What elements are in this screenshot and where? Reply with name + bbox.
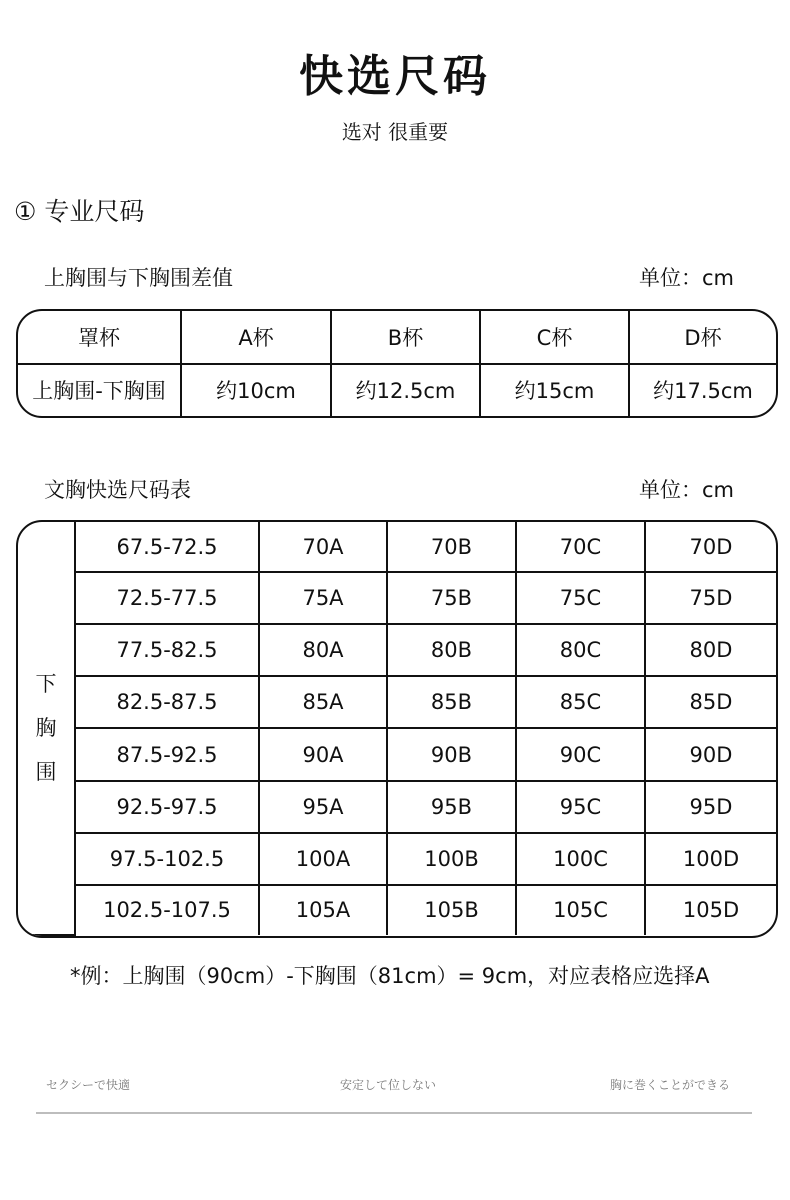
section-title: ① 专业尺码 (14, 197, 145, 226)
size-cell: 90C (516, 728, 645, 780)
size-cell: 80D (645, 624, 776, 676)
size-cell: 95B (387, 781, 516, 833)
cup-header-cell: A杯 (181, 311, 331, 364)
underbust-range-cell: 67.5-72.5 (75, 522, 259, 572)
size-cell: 80A (259, 624, 387, 676)
size-cell: 100C (516, 833, 645, 885)
footer-item: セクシーで快適 (46, 1078, 131, 1092)
size-cell: 75B (387, 572, 516, 624)
page-subtitle: 选对 很重要 (341, 120, 449, 144)
cup-table-unit: 单位：cm (638, 266, 734, 290)
size-cell: 85B (387, 676, 516, 728)
underbust-range-cell: 97.5-102.5 (75, 833, 259, 885)
size-cell: 105A (259, 885, 387, 935)
size-cell: 105B (387, 885, 516, 935)
size-cell: 100D (645, 833, 776, 885)
cup-header-row (18, 311, 776, 364)
size-cell: 80B (387, 624, 516, 676)
underbust-range-cell: 92.5-97.5 (75, 781, 259, 833)
underbust-range-cell: 72.5-77.5 (75, 572, 259, 624)
size-cell: 85A (259, 676, 387, 728)
cup-data-cell: 约10cm (181, 364, 331, 417)
size-cell: 80C (516, 624, 645, 676)
size-cell: 95C (516, 781, 645, 833)
size-cell: 95A (259, 781, 387, 833)
size-row (18, 676, 776, 728)
cup-data-cell: 上胸围-下胸围 (18, 364, 181, 417)
page-title: 快选尺码 (299, 51, 491, 102)
size-cell: 75A (259, 572, 387, 624)
cup-data-cell: 约12.5cm (331, 364, 480, 417)
size-cell: 95D (645, 781, 776, 833)
cup-table-label: 上胸围与下胸围差值 (44, 266, 233, 290)
cup-header-cell: 罩杯 (18, 311, 181, 364)
size-cell: 70A (259, 522, 387, 572)
underbust-range-cell: 77.5-82.5 (75, 624, 259, 676)
size-table-unit: 单位：cm (638, 478, 734, 502)
size-row (18, 572, 776, 624)
size-row (18, 781, 776, 833)
size-cell: 105D (645, 885, 776, 935)
size-chart-table (16, 520, 778, 938)
size-cell: 90A (259, 728, 387, 780)
cup-difference-table (16, 309, 778, 418)
underbust-side-label (18, 522, 75, 935)
size-cell: 75D (645, 572, 776, 624)
size-row (18, 885, 776, 935)
size-cell: 85C (516, 676, 645, 728)
size-row (18, 624, 776, 676)
footer-divider (36, 1112, 752, 1114)
footer-item: 安定して位しない (340, 1078, 437, 1092)
cup-header-cell: B杯 (331, 311, 480, 364)
cup-data-row (18, 364, 776, 417)
size-cell: 70B (387, 522, 516, 572)
underbust-range-cell: 82.5-87.5 (75, 676, 259, 728)
example-note: *例：上胸围（90cm）-下胸围（81cm）= 9cm，对应表格应选择A (70, 964, 710, 988)
footer-item: 胸に巻くことができる (610, 1078, 731, 1092)
underbust-range-cell: 102.5-107.5 (75, 885, 259, 935)
size-cell: 70C (516, 522, 645, 572)
size-row (18, 728, 776, 780)
size-table-label: 文胸快选尺码表 (44, 478, 191, 502)
cup-data-cell: 约17.5cm (629, 364, 776, 417)
underbust-range-cell: 87.5-92.5 (75, 728, 259, 780)
size-cell: 100B (387, 833, 516, 885)
size-cell: 100A (259, 833, 387, 885)
size-cell: 90B (387, 728, 516, 780)
cup-data-cell: 约15cm (480, 364, 629, 417)
size-cell: 70D (645, 522, 776, 572)
size-cell: 85D (645, 676, 776, 728)
size-cell: 90D (645, 728, 776, 780)
cup-header-cell: D杯 (629, 311, 776, 364)
side-label-char: 围 (35, 760, 57, 784)
size-row (18, 833, 776, 885)
size-cell: 105C (516, 885, 645, 935)
size-row (18, 522, 776, 572)
side-label-char: 下 (35, 672, 57, 696)
cup-header-cell: C杯 (480, 311, 629, 364)
size-cell: 75C (516, 572, 645, 624)
side-label-char: 胸 (35, 716, 57, 740)
